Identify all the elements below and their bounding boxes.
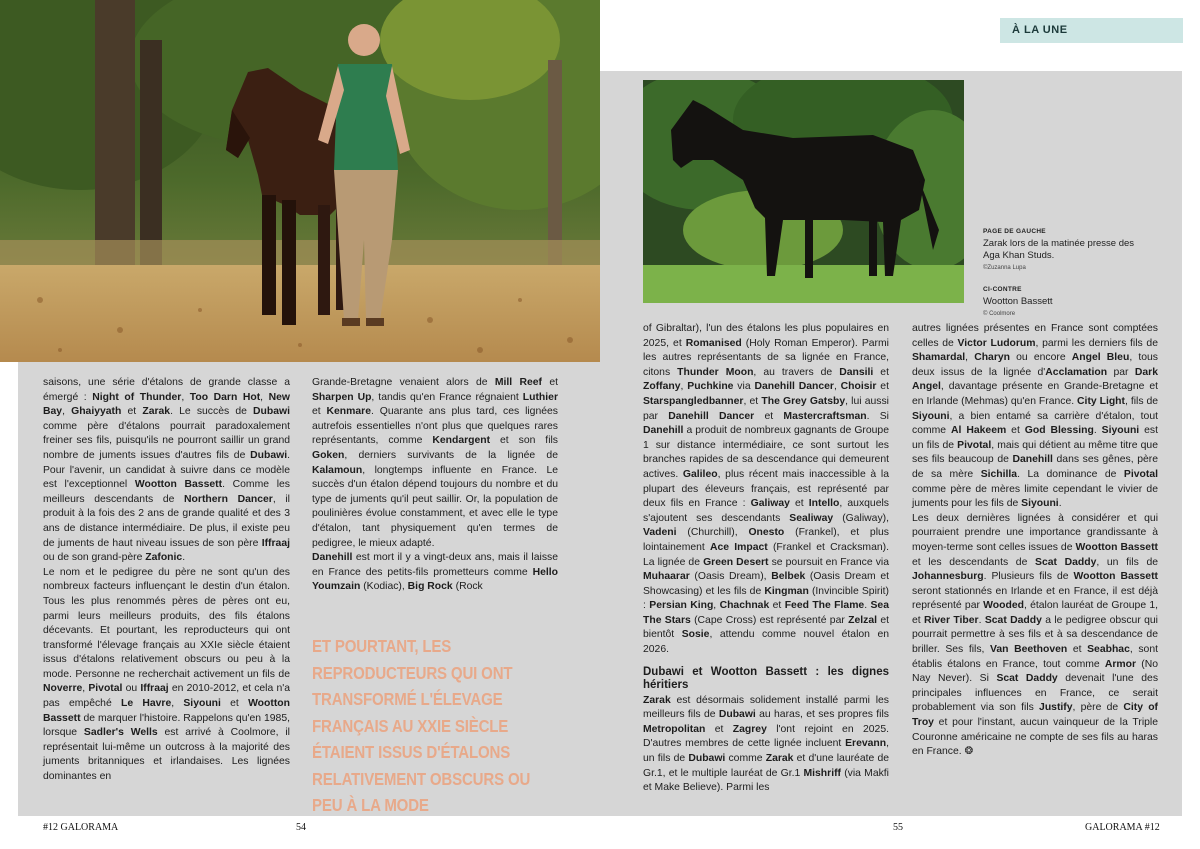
text-run: (No Nay Never). Si <box>912 658 1158 685</box>
bold-name: God Blessing <box>1024 425 1094 437</box>
bold-name: Iffraaj <box>261 537 290 549</box>
bold-name: Zoffany <box>643 381 681 393</box>
column-1-text <box>43 376 290 785</box>
text-run: , un fils de <box>1096 556 1159 568</box>
footer-issue-brand-left: #12 GALORAMA <box>43 822 119 833</box>
text-run: et son fils <box>490 435 559 447</box>
bold-name: Sosie <box>681 629 710 641</box>
bold-name: Zarak <box>142 406 171 418</box>
bold-name: Siyouni <box>1021 498 1059 510</box>
bold-name: Persian King <box>649 600 714 612</box>
text-run: , davantage présente en Grande-Bretagne et en Irlande (Mehmas) qu'en France. <box>912 381 1158 407</box>
bold-name: Muhaarar <box>643 571 690 583</box>
text-run: (Churchill), <box>676 527 749 539</box>
bold-name: Wootton Bassett <box>1075 541 1158 553</box>
bold-name: Romanised <box>685 337 742 349</box>
bold-name: Sharpen Up <box>312 391 372 403</box>
bold-name: New Bay <box>43 391 291 418</box>
text-run: seront stationnés en Irlande et en France, il est déjà représenté par <box>912 585 1158 612</box>
bold-name: Mill Reef <box>494 377 543 388</box>
bold-name: Chachnak <box>719 600 770 612</box>
text-run: via <box>733 381 755 393</box>
bold-name: Too Darn Hot <box>189 391 261 403</box>
footer-page-number-left: 54 <box>296 822 306 833</box>
bold-name: Siyouni <box>912 410 950 422</box>
bold-name: Noverre <box>43 683 83 695</box>
bold-name: City Light <box>1077 395 1125 407</box>
text-run: , étalon lauréat de Groupe 1, et <box>912 600 1158 626</box>
text-run: , mais qui détient au même titre que ses fils beaucoup de <box>912 439 1158 466</box>
bold-name: Intello <box>808 498 840 510</box>
text-run: Les deux dernières lignées à considérer et qui pourraient prendre une importance grandissante à moyen-terme sont celles issues de <box>912 512 1158 553</box>
text-run: comme père de mères limite cependant le vivier de juments pour les fils de <box>912 483 1158 510</box>
text-run: autres lignées présentes en France sont comptées celles de <box>912 323 1158 349</box>
bold-name: Galileo <box>682 468 718 480</box>
text-run: et <box>876 381 889 393</box>
caption-credit: © Coolmore <box>983 311 1016 317</box>
footer-issue-brand-right: GALORAMA #12 <box>1085 822 1160 833</box>
text-run: . Si <box>866 410 889 422</box>
bold-name: Angel Bleu <box>1071 352 1130 364</box>
text-run: . <box>978 614 985 626</box>
text-run: , <box>171 698 184 710</box>
bold-name: Al Hakeem <box>951 425 1007 437</box>
text-run: est désormais solidement installé parmi les meilleurs fils de <box>643 694 889 721</box>
text-run: l'ont rejoint en 2025. D'autres membres de cette lignée incluent <box>643 723 889 750</box>
text-run: et bientôt <box>643 614 889 641</box>
bold-name: Mishriff <box>803 767 842 779</box>
text-run: , <box>260 391 269 403</box>
text-run: . La dominance de <box>1017 468 1124 480</box>
text-run: , parmi les derniers fils de <box>1035 337 1158 349</box>
bold-name: Green Desert <box>703 556 769 568</box>
bold-name: Kingman <box>764 585 809 597</box>
bold-name: Thunder Moon <box>677 366 754 378</box>
bold-name: Danehill Dancer <box>668 410 755 422</box>
text-run: dans ses gênes, père de sa mère <box>912 454 1159 480</box>
text-run: et <box>1006 425 1025 437</box>
text-run: en 2010-2012, et cela n'a pas empêché <box>43 683 290 710</box>
text-run: , <box>181 391 190 403</box>
bold-name: Luthier <box>522 391 558 403</box>
caption-heading: PAGE DE GAUCHE <box>983 228 1046 235</box>
bold-name: Le Havre <box>120 698 172 710</box>
text-run: et <box>121 406 143 418</box>
text-run: . Plusieurs fils de <box>983 571 1074 583</box>
text-run: (Rock <box>452 581 483 593</box>
photo-wootton-bassett <box>643 80 964 303</box>
text-run: Grande-Bretagne venaient alors de <box>312 377 495 388</box>
text-run: . Le succès de <box>170 406 254 418</box>
text-run: et pour l'instant, aucun vainqueur de la Triple Couronne américaine ne compte de ses fils au haras en France. ❂ <box>912 717 1158 758</box>
text-run: , fils de <box>1125 395 1158 407</box>
text-run: , plus récent mais inaccessible à la plupart des éleveurs français, est représenté par deux fils en France : <box>643 468 889 510</box>
bold-name: Acclamation <box>1045 366 1108 378</box>
bold-name: Charyn <box>974 352 1010 364</box>
bold-name: Sadler's Wells <box>83 727 158 739</box>
bold-name: Dubawi <box>718 709 756 721</box>
column-3-text-continued <box>643 694 889 796</box>
text-run: , et <box>743 395 762 407</box>
bold-name: The Grey Gatsby <box>761 395 846 407</box>
bold-name: Wooded <box>983 600 1024 612</box>
text-run: , a bien entamé sa carrière d'étalon, tout comme <box>912 410 1158 437</box>
text-run: et <box>1067 644 1088 656</box>
bold-name: Onesto <box>748 527 785 539</box>
bold-name: Puchkine <box>687 381 734 393</box>
bold-name: Wootton Bassett <box>1073 571 1158 583</box>
bold-name: Kalamoun <box>312 464 363 476</box>
footer-page-number-right: 55 <box>893 822 903 833</box>
text-run: (Holy Roman Emperor). Parmi les autres représentants de sa lignée en France, citons <box>643 337 889 378</box>
caption-text: Zarak lors de la matinée presse des Aga Khan Studs. <box>983 238 1135 261</box>
bold-name: Belbek <box>771 571 806 583</box>
text-run: . Pour l'avenir, un candidat à suivre dans ce modèle est l'exceptionnel <box>43 449 290 491</box>
bold-name: Dansili <box>839 366 874 378</box>
bold-name: Ghaiyyath <box>71 406 122 418</box>
bold-name: Zelzal <box>848 614 877 626</box>
bold-name: Hello Youmzain <box>312 566 558 593</box>
bold-name: River Tiber <box>924 614 979 626</box>
text-run: , longtemps influente en France. Le succès d'un étalon dépend toujours du nombre et du type de juments qu'il peut saillir. Or, la population de poulinières évolue constamment, et avec elle le type d'étalon, tant physiquement qu'en termes de pedigree, le mieux adapté. <box>312 464 558 549</box>
text-run: a le pedigree obscur qui pourrait permettre à ses fils et à sa descendance de briller. Ses fils, <box>912 614 1158 656</box>
text-run: et <box>873 366 889 378</box>
bold-name: Danehill <box>643 425 684 437</box>
bold-name: Dubawi <box>253 406 290 418</box>
text-run: et les descendants de <box>912 556 1036 568</box>
bold-name: Danehill Dancer <box>754 381 834 393</box>
bold-name: Shamardal <box>912 352 966 364</box>
text-run: , tandis qu'en France régnaient <box>371 391 523 403</box>
text-run: comme père d'étalons pourrait paradoxalement freiner ses fils, puisqu'ils ne pourront saillir un grand nombre de juments issues d'autres fils de <box>43 420 290 461</box>
text-run: (Kodiac), <box>360 581 408 593</box>
pull-quote: ET POURTANT, LES REPRODUCTEURS QUI ONT TRANSFORMÉ L'ÉLEVAGE FRANÇAIS AU XXIE SIÈCLE ÉTAIENT ISSUS D'ÉTALONS RELATIVEMENT OBSCURS OU PEU À LA MODE <box>312 636 531 815</box>
text-run: , <box>62 406 72 418</box>
bold-name: Armor <box>1104 658 1137 670</box>
bold-name: Siyouni <box>183 698 221 710</box>
text-run: et <box>220 698 249 710</box>
text-run: (via Makfi et Make Believe). Parmi les <box>643 767 889 794</box>
text-run: ou de son grand-père <box>43 552 146 564</box>
column-2-text <box>312 376 558 595</box>
bold-name: Scat Daddy <box>1035 556 1097 568</box>
bold-name: Victor Ludorum <box>957 337 1036 349</box>
text-run: , <box>713 600 720 612</box>
text-run: au haras, et ses propres fils <box>755 709 889 721</box>
bold-name: Danehill <box>312 552 353 564</box>
bold-name: Choisir <box>840 381 877 393</box>
text-run: ou encore <box>1010 352 1072 364</box>
article-column-2 <box>312 376 558 595</box>
text-run: ou <box>122 683 141 695</box>
bold-name: Danehill <box>1012 454 1053 466</box>
text-run: , au travers de <box>753 366 840 378</box>
text-run: comme <box>725 753 766 765</box>
bold-name: Big Rock <box>407 581 453 593</box>
text-run: (Frankel), et plus lointainement <box>643 527 889 553</box>
caption-credit: ©Zuzanna Lupa <box>983 265 1026 271</box>
bold-name: Mastercraftsman <box>783 410 867 422</box>
bold-name: Galiway <box>750 498 790 510</box>
bold-name: Dubawi <box>688 753 726 765</box>
article-subheading: Dubawi et Wootton Bassett : les dignes héritiers <box>643 665 889 691</box>
bold-name: City of Troy <box>912 702 1159 729</box>
text-run: de marquer l'histoire. Rappelons qu'en 1985, lorsque <box>43 712 290 739</box>
bold-name: Scat Daddy <box>996 673 1058 685</box>
text-run: , <box>82 683 89 695</box>
bold-name: Pivotal <box>957 439 992 451</box>
text-run: . <box>1058 498 1062 510</box>
text-run: est un fils de <box>912 425 1158 451</box>
text-run: et <box>769 600 785 612</box>
text-run: (Invincible Spirit) : <box>643 585 889 612</box>
bold-name: Siyouni <box>1101 425 1140 437</box>
text-run: et <box>312 406 327 418</box>
bold-name: Justify <box>1039 702 1073 714</box>
text-run: , il produit à la fois des 2 ans de grande qualité et des 3 ans de distance intermédiaire. De plus, il existe peu de juments de haut niveau issues de son père <box>43 493 290 549</box>
photo-captions <box>983 226 1153 330</box>
bold-name: Kendargent <box>432 435 491 447</box>
bold-name: Johannesburg <box>912 571 984 583</box>
text-run: . <box>182 552 186 564</box>
bold-name: Night of Thunder <box>92 391 182 403</box>
text-run: . Quarante ans plus tard, ces lignées autrefois essentielles n'ont plus que quelques rares représentants, comme <box>312 406 558 447</box>
text-run: (Galiway), <box>833 512 889 524</box>
text-run: et <box>542 377 559 388</box>
text-run: , <box>965 352 975 364</box>
text-run: et <box>754 410 784 422</box>
bold-name: Wootton Bassett <box>134 479 223 491</box>
bold-name: Erevann <box>845 738 887 750</box>
text-run: (Oasis Dream), <box>689 571 772 583</box>
bold-name: Feed The Flame <box>784 600 865 612</box>
column-3-text <box>643 322 889 658</box>
bold-name: Zafonic <box>145 552 183 564</box>
bold-name: Goken <box>312 449 345 461</box>
bold-name: Scat Daddy <box>984 614 1042 626</box>
bold-name: Northern Dancer <box>184 493 273 505</box>
text-run: (Oasis Dream et Showcasing) et les fils de <box>643 571 889 597</box>
bold-name: Seabhac <box>1087 644 1130 656</box>
bold-name: Pivotal <box>88 683 123 695</box>
text-run: est mort il y a vingt-deux ans, mais il laisse en France des petits-fils prometteurs comme <box>312 552 558 578</box>
article-column-4 <box>912 322 1158 760</box>
bold-name: Dark Angel <box>912 366 1158 393</box>
text-run: , tous deux issus de la lignée d' <box>912 352 1158 378</box>
text-run: saisons, une série d'étalons de grande classe a émergé : <box>43 377 290 403</box>
text-run: (Frankel et Cracksman). La lignée de <box>643 541 889 568</box>
text-run: par <box>1107 366 1135 378</box>
photo-zarak-with-handler <box>0 0 600 362</box>
bold-name: Starspangledbanner <box>643 395 744 407</box>
article-column-3 <box>643 322 889 796</box>
section-tag: À LA UNE <box>1000 18 1183 43</box>
bold-name: Van Beethoven <box>990 644 1068 656</box>
text-run: et <box>705 723 733 735</box>
text-run: , attendu comme nouvel étalon en 2026. <box>643 629 889 656</box>
bold-name: Ace Impact <box>710 541 768 553</box>
text-run: et <box>789 498 809 510</box>
caption-heading: CI-CONTRE <box>983 286 1022 293</box>
text-run: Le nom et le pedigree du père ne sont qu'un des nombreux facteurs influençant le destin d'un étalon. Tous les plus renommés pères de pères ont eu, parmi leurs meilleurs produits, des fils étalons décevants. Et pourtant, les reproducteurs qui ont transformé l'élevage français au XXIe siècle étaient issus d'étalons relativement obscurs ou peu à la mode. Personne ne recherchait activement un fils de <box>43 566 290 680</box>
text-run: , <box>833 381 841 393</box>
bold-name: Vadeni <box>643 527 677 539</box>
text-run: se poursuit en France via <box>768 556 889 568</box>
text-run: et d'une lauréate de Gr.1, et le multiple lauréat de Gr.1 <box>643 753 890 779</box>
text-run: . <box>864 600 871 612</box>
text-run: . Comme les meilleurs descendants de <box>43 479 290 505</box>
column-4-text <box>912 322 1158 760</box>
text-run: , lui aussi par <box>643 395 889 422</box>
text-run: , <box>680 381 688 393</box>
text-run: . <box>1093 425 1102 437</box>
caption-text: Wootton Bassett <box>983 296 1053 307</box>
bold-name: Zarak <box>765 753 794 765</box>
text-run: of Gibraltar), l'un des étalons les plus populaires en 2025, et <box>643 323 889 349</box>
text-run: devenait l'une des principales influences en France, ce serait probablement via son fils <box>912 673 1159 714</box>
bold-name: Dubawi <box>250 449 288 461</box>
bold-name: Sealiway <box>789 512 834 524</box>
text-run: , sont établis étalons en France, tout comme <box>912 644 1158 670</box>
bold-name: Metropolitan <box>643 723 706 735</box>
article-column-1 <box>43 376 290 785</box>
bold-name: Sea The Stars <box>643 600 889 626</box>
bold-name: Iffraaj <box>140 683 169 695</box>
text-run: (Cape Cross) est représenté par <box>690 614 849 626</box>
bold-name: Pivotal <box>1123 468 1158 480</box>
text-run: , auxquels s'ajoutent ses descendants <box>643 498 889 524</box>
bold-name: Sichilla <box>980 468 1018 480</box>
text-run: , père de <box>1072 702 1124 714</box>
text-run: , derniers survivants de la lignée de <box>344 449 558 461</box>
text-run: a produit de nombreux gagnants de Groupe 1 sur distance intermédiaire, ce sont surtout les branches rapides de sa descendance qui demeurent actives. <box>643 425 889 480</box>
bold-name: Wootton Bassett <box>43 698 290 724</box>
text-run: est arrivé à Coolmore, il représentait lui-même un outcross à la majorité des juments britanniques et irlandaises. Les lignées dominantes en <box>43 727 290 783</box>
bold-name: Kenmare <box>326 406 371 418</box>
text-run: , un fils de <box>643 738 889 765</box>
bold-name: Zagrey <box>732 723 767 735</box>
bold-name: Zarak <box>643 694 671 706</box>
